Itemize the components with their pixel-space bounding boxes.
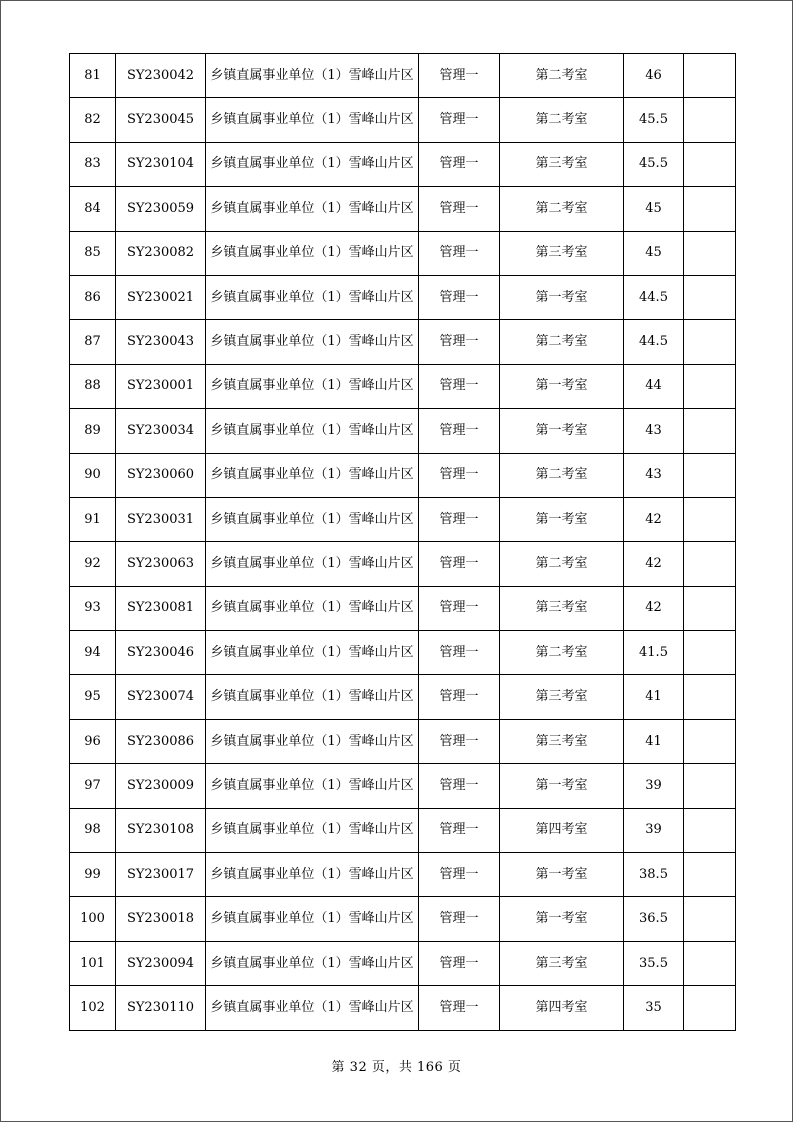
cell-note: [684, 409, 736, 453]
cell-exam-id: SY230046: [116, 631, 206, 675]
cell-exam-room: 第四考室: [500, 986, 624, 1030]
cell-score: 45.5: [624, 142, 684, 186]
table-row: [70, 497, 736, 541]
table-row: [70, 409, 736, 453]
cell-unit: 乡镇直属事业单位（1）雪峰山片区: [206, 497, 419, 541]
cell-index: 97: [70, 764, 116, 808]
cell-unit: 乡镇直属事业单位（1）雪峰山片区: [206, 187, 419, 231]
cell-position: 管理一: [419, 941, 500, 985]
cell-exam-id: SY230081: [116, 586, 206, 630]
cell-position: 管理一: [419, 808, 500, 852]
cell-index: 83: [70, 142, 116, 186]
cell-exam-room: 第三考室: [500, 586, 624, 630]
cell-unit: 乡镇直属事业单位（1）雪峰山片区: [206, 675, 419, 719]
cell-unit: 乡镇直属事业单位（1）雪峰山片区: [206, 808, 419, 852]
cell-unit: 乡镇直属事业单位（1）雪峰山片区: [206, 364, 419, 408]
cell-position: 管理一: [419, 409, 500, 453]
cell-exam-room: 第一考室: [500, 764, 624, 808]
cell-score: 44: [624, 364, 684, 408]
cell-position: 管理一: [419, 586, 500, 630]
cell-index: 87: [70, 320, 116, 364]
cell-unit: 乡镇直属事业单位（1）雪峰山片区: [206, 853, 419, 897]
cell-note: [684, 986, 736, 1030]
cell-score: 43: [624, 409, 684, 453]
cell-unit: 乡镇直属事业单位（1）雪峰山片区: [206, 941, 419, 985]
cell-position: 管理一: [419, 719, 500, 763]
cell-exam-id: SY230017: [116, 853, 206, 897]
cell-note: [684, 142, 736, 186]
cell-unit: 乡镇直属事业单位（1）雪峰山片区: [206, 719, 419, 763]
cell-score: 36.5: [624, 897, 684, 941]
cell-exam-id: SY230009: [116, 764, 206, 808]
cell-note: [684, 675, 736, 719]
cell-note: [684, 808, 736, 852]
cell-exam-id: SY230086: [116, 719, 206, 763]
cell-unit: 乡镇直属事业单位（1）雪峰山片区: [206, 764, 419, 808]
cell-unit: 乡镇直属事业单位（1）雪峰山片区: [206, 586, 419, 630]
cell-note: [684, 231, 736, 275]
cell-index: 99: [70, 853, 116, 897]
cell-exam-id: SY230074: [116, 675, 206, 719]
table-row: [70, 275, 736, 319]
cell-exam-room: 第一考室: [500, 853, 624, 897]
cell-exam-id: SY230042: [116, 54, 206, 98]
cell-exam-room: 第三考室: [500, 719, 624, 763]
table-row: [70, 631, 736, 675]
cell-index: 90: [70, 453, 116, 497]
cell-index: 88: [70, 364, 116, 408]
table-row: [70, 364, 736, 408]
cell-score: 41: [624, 719, 684, 763]
cell-exam-room: 第二考室: [500, 98, 624, 142]
cell-exam-room: 第三考室: [500, 142, 624, 186]
cell-score: 41: [624, 675, 684, 719]
table-row: [70, 986, 736, 1030]
cell-note: [684, 275, 736, 319]
cell-score: 45.5: [624, 98, 684, 142]
cell-unit: 乡镇直属事业单位（1）雪峰山片区: [206, 275, 419, 319]
table-row: [70, 853, 736, 897]
cell-score: 43: [624, 453, 684, 497]
cell-unit: 乡镇直属事业单位（1）雪峰山片区: [206, 897, 419, 941]
cell-index: 102: [70, 986, 116, 1030]
cell-unit: 乡镇直属事业单位（1）雪峰山片区: [206, 631, 419, 675]
table-row: [70, 941, 736, 985]
cell-index: 91: [70, 497, 116, 541]
table-row: [70, 586, 736, 630]
cell-unit: 乡镇直属事业单位（1）雪峰山片区: [206, 231, 419, 275]
cell-position: 管理一: [419, 897, 500, 941]
table-row: [70, 453, 736, 497]
cell-exam-room: 第二考室: [500, 631, 624, 675]
cell-position: 管理一: [419, 631, 500, 675]
cell-note: [684, 586, 736, 630]
cell-index: 101: [70, 941, 116, 985]
cell-position: 管理一: [419, 364, 500, 408]
cell-note: [684, 497, 736, 541]
cell-exam-room: 第二考室: [500, 453, 624, 497]
cell-index: 84: [70, 187, 116, 231]
cell-position: 管理一: [419, 187, 500, 231]
cell-exam-id: SY230108: [116, 808, 206, 852]
results-table-body: [70, 54, 736, 1031]
cell-score: 44.5: [624, 275, 684, 319]
cell-score: 35.5: [624, 941, 684, 985]
cell-score: 45: [624, 187, 684, 231]
cell-exam-room: 第二考室: [500, 542, 624, 586]
cell-index: 85: [70, 231, 116, 275]
cell-unit: 乡镇直属事业单位（1）雪峰山片区: [206, 54, 419, 98]
cell-position: 管理一: [419, 231, 500, 275]
cell-exam-id: SY230104: [116, 142, 206, 186]
results-table: [69, 53, 736, 1031]
cell-position: 管理一: [419, 853, 500, 897]
cell-index: 95: [70, 675, 116, 719]
cell-position: 管理一: [419, 497, 500, 541]
cell-unit: 乡镇直属事业单位（1）雪峰山片区: [206, 409, 419, 453]
cell-exam-id: SY230060: [116, 453, 206, 497]
page-footer: 第 32 页，共 166 页: [331, 1060, 462, 1075]
cell-position: 管理一: [419, 320, 500, 364]
cell-index: 92: [70, 542, 116, 586]
cell-exam-room: 第二考室: [500, 320, 624, 364]
cell-exam-room: 第三考室: [500, 941, 624, 985]
cell-index: 86: [70, 275, 116, 319]
cell-position: 管理一: [419, 275, 500, 319]
cell-unit: 乡镇直属事业单位（1）雪峰山片区: [206, 986, 419, 1030]
cell-exam-id: SY230018: [116, 897, 206, 941]
cell-index: 81: [70, 54, 116, 98]
cell-position: 管理一: [419, 675, 500, 719]
cell-exam-id: SY230094: [116, 941, 206, 985]
cell-note: [684, 320, 736, 364]
cell-exam-id: SY230082: [116, 231, 206, 275]
cell-note: [684, 853, 736, 897]
cell-score: 42: [624, 586, 684, 630]
cell-exam-room: 第一考室: [500, 275, 624, 319]
cell-score: 46: [624, 54, 684, 98]
cell-score: 39: [624, 808, 684, 852]
cell-exam-id: SY230110: [116, 986, 206, 1030]
cell-note: [684, 453, 736, 497]
cell-unit: 乡镇直属事业单位（1）雪峰山片区: [206, 320, 419, 364]
cell-score: 35: [624, 986, 684, 1030]
cell-score: 42: [624, 497, 684, 541]
cell-note: [684, 719, 736, 763]
cell-position: 管理一: [419, 142, 500, 186]
cell-position: 管理一: [419, 764, 500, 808]
cell-note: [684, 98, 736, 142]
cell-exam-id: SY230043: [116, 320, 206, 364]
cell-exam-room: 第二考室: [500, 54, 624, 98]
cell-exam-room: 第三考室: [500, 231, 624, 275]
cell-score: 38.5: [624, 853, 684, 897]
cell-index: 100: [70, 897, 116, 941]
cell-note: [684, 54, 736, 98]
table-row: [70, 764, 736, 808]
cell-exam-room: 第一考室: [500, 409, 624, 453]
cell-position: 管理一: [419, 453, 500, 497]
cell-index: 89: [70, 409, 116, 453]
table-row: [70, 808, 736, 852]
cell-exam-room: 第三考室: [500, 675, 624, 719]
cell-unit: 乡镇直属事业单位（1）雪峰山片区: [206, 453, 419, 497]
cell-unit: 乡镇直属事业单位（1）雪峰山片区: [206, 98, 419, 142]
table-row: [70, 54, 736, 98]
cell-exam-id: SY230034: [116, 409, 206, 453]
cell-exam-id: SY230059: [116, 187, 206, 231]
table-row: [70, 542, 736, 586]
cell-exam-id: SY230063: [116, 542, 206, 586]
cell-score: 45: [624, 231, 684, 275]
cell-score: 44.5: [624, 320, 684, 364]
cell-exam-id: SY230021: [116, 275, 206, 319]
cell-note: [684, 187, 736, 231]
cell-index: 98: [70, 808, 116, 852]
cell-note: [684, 631, 736, 675]
cell-exam-room: 第一考室: [500, 897, 624, 941]
cell-exam-room: 第一考室: [500, 364, 624, 408]
cell-exam-id: SY230045: [116, 98, 206, 142]
table-row: [70, 719, 736, 763]
cell-note: [684, 364, 736, 408]
table-row: [70, 897, 736, 941]
cell-position: 管理一: [419, 54, 500, 98]
cell-exam-id: SY230031: [116, 497, 206, 541]
table-row: [70, 142, 736, 186]
cell-index: 93: [70, 586, 116, 630]
table-row: [70, 675, 736, 719]
cell-index: 82: [70, 98, 116, 142]
cell-exam-room: 第四考室: [500, 808, 624, 852]
cell-exam-room: 第一考室: [500, 497, 624, 541]
table-row: [70, 231, 736, 275]
table-row: [70, 98, 736, 142]
cell-note: [684, 542, 736, 586]
cell-unit: 乡镇直属事业单位（1）雪峰山片区: [206, 542, 419, 586]
cell-note: [684, 941, 736, 985]
cell-exam-room: 第二考室: [500, 187, 624, 231]
cell-score: 39: [624, 764, 684, 808]
table-row: [70, 320, 736, 364]
cell-score: 42: [624, 542, 684, 586]
table-row: [70, 187, 736, 231]
cell-note: [684, 897, 736, 941]
cell-unit: 乡镇直属事业单位（1）雪峰山片区: [206, 142, 419, 186]
cell-note: [684, 764, 736, 808]
cell-index: 96: [70, 719, 116, 763]
cell-score: 41.5: [624, 631, 684, 675]
cell-position: 管理一: [419, 986, 500, 1030]
cell-position: 管理一: [419, 542, 500, 586]
cell-index: 94: [70, 631, 116, 675]
cell-exam-id: SY230001: [116, 364, 206, 408]
cell-position: 管理一: [419, 98, 500, 142]
